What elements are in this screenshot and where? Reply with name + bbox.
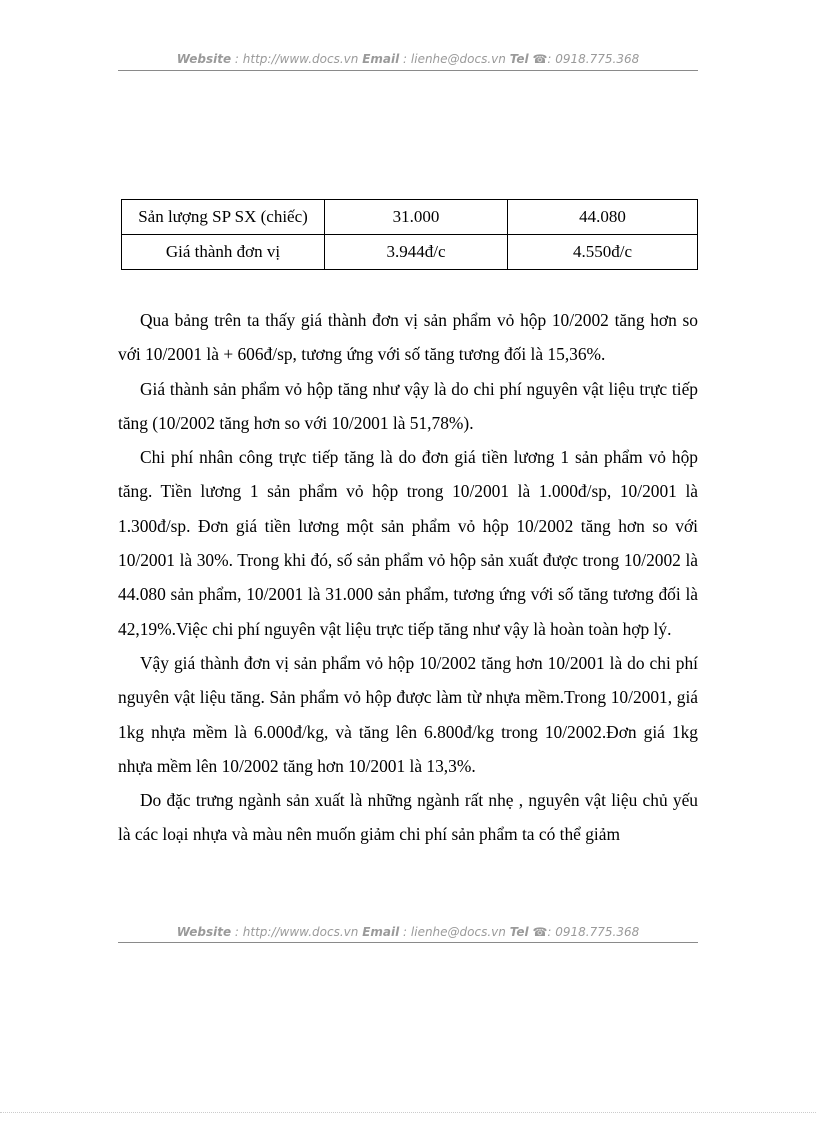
page-edge-divider xyxy=(0,1112,816,1113)
email-address[interactable]: : lienhe@docs.vn xyxy=(403,52,506,66)
paragraph: Giá thành sản phẩm vỏ hộp tăng như vậy là do chi phí nguyên vật liệu trực tiếp tăng (10/2002 tăng hơn so với 10/2001 là 51,78%). xyxy=(118,378,698,433)
tel-label: Tel xyxy=(509,925,529,939)
table-row xyxy=(122,200,698,235)
table-cell: Giá thành đơn vị xyxy=(122,235,325,270)
page-header xyxy=(118,52,698,66)
phone-icon: ☎ xyxy=(532,52,548,66)
tel-number: : 0918.775.368 xyxy=(547,925,640,939)
website-label: Website xyxy=(176,925,232,939)
table-cell: Sản lượng SP SX (chiếc) xyxy=(122,200,325,235)
website-url[interactable]: : http://www.docs.vn xyxy=(234,925,359,939)
tel-number: : 0918.775.368 xyxy=(547,52,640,66)
body-text xyxy=(118,303,698,852)
paragraph: Qua bảng trên ta thấy giá thành đơn vị sản phẩm vỏ hộp 10/2002 tăng hơn so với 10/2001 là + 606đ/sp, tương ứng với số tăng tương đối là 15,36%. xyxy=(118,310,698,365)
data-table xyxy=(121,199,698,270)
table-row xyxy=(122,235,698,270)
website-url[interactable]: : http://www.docs.vn xyxy=(234,52,359,66)
header-rule xyxy=(118,70,698,71)
footer-rule xyxy=(118,942,698,943)
paragraph: Chi phí nhân công trực tiếp tăng là do đơn giá tiền lương 1 sản phẩm vỏ hộp tăng. Tiền lương 1 sản phẩm vỏ hộp trong 10/2001 là 1.000đ/sp, 10/2001 là 1.300đ/sp. Đơn giá tiền lương một sản phẩm vỏ hộp 10/2002 tăng hơn so với 10/2001 là 30%. Trong khi đó, số sản phẩm vỏ hộp sản xuất được trong 10/2002 là 44.080 sản phẩm, 10/2001 là 31.000 sản phẩm, tương ứng với số tăng tương đối là 42,19%.Việc chi phí nguyên vật liệu trực tiếp tăng như vậy là hoàn toàn hợp lý. xyxy=(118,447,698,639)
page-footer xyxy=(118,925,698,939)
phone-icon: ☎ xyxy=(532,925,548,939)
table-cell: 3.944đ/c xyxy=(325,235,508,270)
table-cell: 44.080 xyxy=(508,200,698,235)
paragraph: Vậy giá thành đơn vị sản phẩm vỏ hộp 10/2002 tăng hơn 10/2001 là do chi phí nguyên vật liệu tăng. Sản phẩm vỏ hộp được làm từ nhựa mềm.Trong 10/2001, giá 1kg nhựa mềm là 6.000đ/kg, và tăng lên 6.800đ/kg trong 10/2002.Đơn giá 1kg nhựa mềm lên 10/2002 tăng hơn 10/2001 là 13,3%. xyxy=(118,652,698,776)
email-label: Email xyxy=(362,52,400,66)
website-label: Website xyxy=(176,52,232,66)
table-cell: 4.550đ/c xyxy=(508,235,698,270)
email-address[interactable]: : lienhe@docs.vn xyxy=(403,925,506,939)
email-label: Email xyxy=(362,925,400,939)
paragraph: Do đặc trưng ngành sản xuất là những ngành rất nhẹ , nguyên vật liệu chủ yếu là các loại nhựa và màu nên muốn giảm chi phí sản phẩm ta có thể giảm xyxy=(118,790,698,845)
tel-label: Tel xyxy=(509,52,529,66)
table-cell: 31.000 xyxy=(325,200,508,235)
